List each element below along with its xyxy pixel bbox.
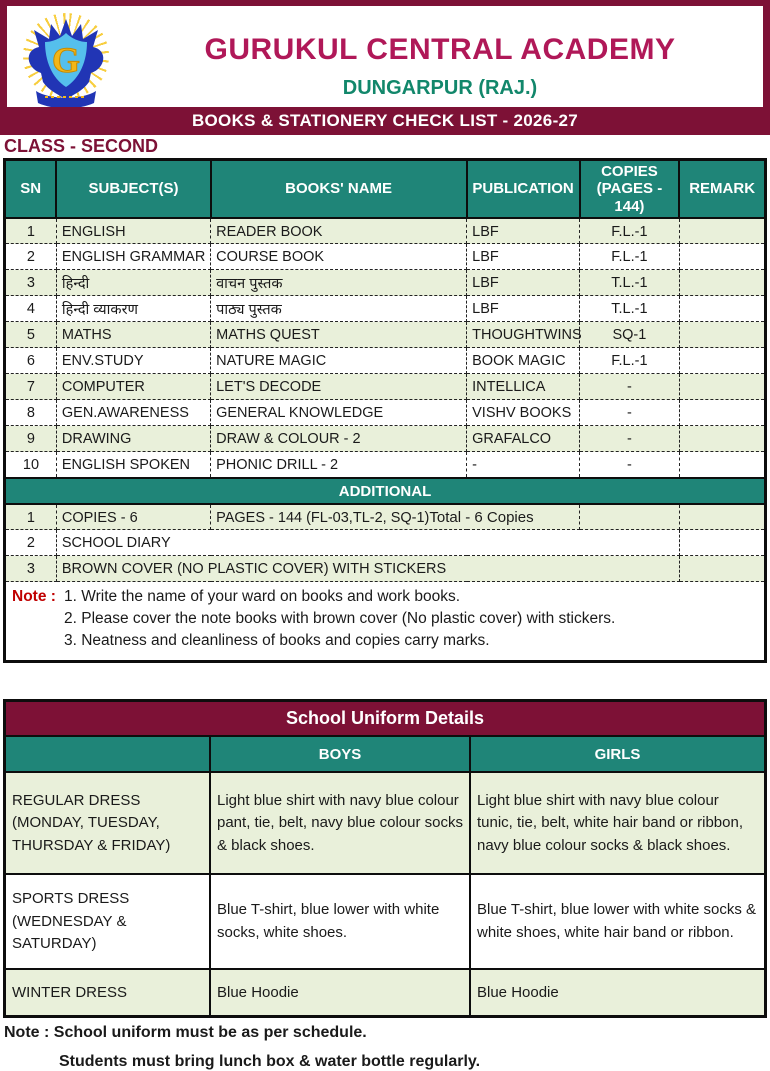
books-notes bbox=[6, 582, 764, 660]
cell-remark bbox=[679, 400, 764, 426]
uniform-title: School Uniform Details bbox=[6, 702, 764, 735]
pages-detail-text: PAGES - 144 (FL-03,TL-2, SQ-1) bbox=[216, 509, 430, 526]
books-table bbox=[6, 161, 764, 582]
note-line: Note : School uniform must be as per schedule. bbox=[4, 1024, 367, 1042]
cell-subject: COPIES - 6 bbox=[56, 504, 210, 530]
cell-sn: 1 bbox=[6, 504, 56, 530]
logo-letter: G bbox=[51, 40, 81, 80]
table-row bbox=[6, 296, 764, 322]
cell-subject: DRAWING bbox=[56, 426, 210, 452]
cell-remark bbox=[679, 530, 764, 556]
cell-sn: 4 bbox=[6, 296, 56, 322]
col-header-publication: PUBLICATION bbox=[467, 161, 580, 218]
table-row bbox=[6, 452, 764, 478]
cell-book: पाठ्य पुस्तक bbox=[211, 296, 467, 322]
cell-publication: - bbox=[467, 452, 580, 478]
cell-remark bbox=[679, 296, 764, 322]
cell-book: COURSE BOOK bbox=[211, 244, 467, 270]
cell-subject: MATHS bbox=[56, 322, 210, 348]
books-table-header-row bbox=[6, 161, 764, 218]
cell-remark bbox=[679, 374, 764, 400]
table-row bbox=[6, 348, 764, 374]
cell-remark bbox=[679, 556, 764, 582]
cell-girls: Blue T-shirt, blue lower with white socks & white shoes, white hair band or ribbon. bbox=[470, 874, 764, 969]
cell-book: GENERAL KNOWLEDGE bbox=[211, 400, 467, 426]
cell-copies: - bbox=[580, 374, 680, 400]
school-name: GURUKUL CENTRAL ACADEMY bbox=[204, 33, 676, 66]
table-row bbox=[6, 270, 764, 296]
cell-remark bbox=[679, 322, 764, 348]
cell-subject: COMPUTER bbox=[56, 374, 210, 400]
cell-publication: LBF bbox=[467, 218, 580, 244]
cell-remark bbox=[679, 218, 764, 244]
cell-sn: 7 bbox=[6, 374, 56, 400]
cell-subject: ENGLISH SPOKEN bbox=[56, 452, 210, 478]
cell-copies: F.L.-1 bbox=[580, 218, 680, 244]
col-header-copies-line2: (PAGES - 144) bbox=[596, 180, 663, 215]
cell-publication: INTELLICA bbox=[467, 374, 580, 400]
cell-subject: हिन्दी bbox=[56, 270, 210, 296]
uniform-section bbox=[3, 699, 767, 1018]
table-row bbox=[6, 426, 764, 452]
note-line: 1. Write the name of your ward on books and work books. bbox=[64, 588, 461, 606]
cell-publication: LBF bbox=[467, 244, 580, 270]
books-section bbox=[3, 158, 767, 663]
school-location: DUNGARPUR (RAJ.) bbox=[342, 77, 538, 99]
cell-boys: Blue T-shirt, blue lower with white socks, white shoes. bbox=[210, 874, 470, 969]
col-header-boys: BOYS bbox=[210, 736, 470, 772]
cell-copies: T.L.-1 bbox=[580, 296, 680, 322]
col-header-subject: SUBJECT(S) bbox=[56, 161, 210, 218]
cell-additional-text: BROWN COVER (NO PLASTIC COVER) WITH STICKERS bbox=[56, 556, 679, 582]
cell-additional-text: SCHOOL DIARY bbox=[56, 530, 679, 556]
cell-sn: 2 bbox=[6, 530, 56, 556]
additional-row bbox=[6, 556, 764, 582]
table-row bbox=[6, 218, 764, 244]
col-header-copies bbox=[580, 161, 680, 218]
cell-sn: 2 bbox=[6, 244, 56, 270]
school-logo bbox=[17, 9, 115, 109]
cell-book: NATURE MAGIC bbox=[211, 348, 467, 374]
note-label: Note : bbox=[12, 588, 56, 606]
table-row bbox=[6, 400, 764, 426]
cell-book: READER BOOK bbox=[211, 218, 467, 244]
header-titles bbox=[117, 14, 763, 100]
cell-remark bbox=[679, 426, 764, 452]
additional-row bbox=[6, 504, 764, 530]
cell-remark bbox=[679, 504, 764, 530]
cell-copies: - bbox=[580, 426, 680, 452]
cell-subject: ENV.STUDY bbox=[56, 348, 210, 374]
cell-dress-label: REGULAR DRESS (MONDAY, TUESDAY, THURSDAY & FRIDAY) bbox=[6, 772, 210, 874]
cell-publication: THOUGHTWINS bbox=[467, 322, 580, 348]
cell-boys: Blue Hoodie bbox=[210, 969, 470, 1015]
cell-book: LET'S DECODE bbox=[211, 374, 467, 400]
cell-remark bbox=[679, 452, 764, 478]
cell-subject: ENGLISH bbox=[56, 218, 210, 244]
cell-copies bbox=[580, 504, 680, 530]
col-header-copies-line1: COPIES bbox=[601, 163, 658, 180]
col-header-girls: GIRLS bbox=[470, 736, 764, 772]
cell-book: DRAW & COLOUR - 2 bbox=[211, 426, 467, 452]
cell-dress-label: WINTER DRESS bbox=[6, 969, 210, 1015]
uniform-notes bbox=[0, 1018, 770, 1071]
class-label: CLASS - SECOND bbox=[4, 136, 159, 156]
note-line: 2. Please cover the note books with brown cover (No plastic cover) with stickers. bbox=[64, 610, 616, 628]
cell-publication: GRAFALCO bbox=[467, 426, 580, 452]
cell-copies: SQ-1 bbox=[580, 322, 680, 348]
col-header-sn: SN bbox=[6, 161, 56, 218]
cell-book: MATHS QUEST bbox=[211, 322, 467, 348]
cell-publication: VISHV BOOKS bbox=[467, 400, 580, 426]
table-row bbox=[6, 374, 764, 400]
cell-sn: 3 bbox=[6, 270, 56, 296]
cell-copies: T.L.-1 bbox=[580, 270, 680, 296]
cell-publication: BOOK MAGIC bbox=[467, 348, 580, 374]
cell-sn: 5 bbox=[6, 322, 56, 348]
header-block bbox=[0, 0, 770, 135]
cell-sn: 10 bbox=[6, 452, 56, 478]
cell-book: PHONIC DRILL - 2 bbox=[211, 452, 467, 478]
uniform-row-sports bbox=[6, 874, 764, 969]
cell-remark bbox=[679, 348, 764, 374]
cell-girls: Blue Hoodie bbox=[470, 969, 764, 1015]
cell-copies: - bbox=[580, 452, 680, 478]
cell-publication: LBF bbox=[467, 270, 580, 296]
logo-crest-icon bbox=[17, 9, 115, 109]
cell-remark bbox=[679, 270, 764, 296]
note-line: Students must bring lunch box & water bottle regularly. bbox=[59, 1052, 481, 1070]
col-header-book-name: BOOKS' NAME bbox=[211, 161, 467, 218]
cell-sn: 8 bbox=[6, 400, 56, 426]
cell-remark bbox=[679, 244, 764, 270]
cell-pages-detail bbox=[211, 504, 580, 530]
uniform-row-regular bbox=[6, 772, 764, 874]
cell-sn: 1 bbox=[6, 218, 56, 244]
col-header-remark: REMARK bbox=[679, 161, 764, 218]
uniform-table bbox=[6, 735, 764, 1015]
cell-boys: Light blue shirt with navy blue colour pant, tie, belt, navy blue colour socks & black shoes. bbox=[210, 772, 470, 874]
cell-subject: ENGLISH GRAMMAR bbox=[56, 244, 210, 270]
uniform-header-row bbox=[6, 736, 764, 772]
cell-sn: 9 bbox=[6, 426, 56, 452]
cell-girls: Light blue shirt with navy blue colour tunic, tie, belt, white hair band or ribbon, navy blue colour socks & black shoes. bbox=[470, 772, 764, 874]
table-row bbox=[6, 322, 764, 348]
cell-dress-label: SPORTS DRESS (WEDNESDAY & SATURDAY) bbox=[6, 874, 210, 969]
checklist-banner: BOOKS & STATIONERY CHECK LIST - 2026-27 bbox=[0, 107, 770, 135]
cell-copies: - bbox=[580, 400, 680, 426]
total-copies-text: Total - 6 Copies bbox=[429, 509, 534, 526]
table-row bbox=[6, 244, 764, 270]
additional-banner: ADDITIONAL bbox=[6, 478, 764, 504]
cell-copies: F.L.-1 bbox=[580, 348, 680, 374]
col-header-empty bbox=[6, 736, 210, 772]
uniform-row-winter bbox=[6, 969, 764, 1015]
cell-sn: 6 bbox=[6, 348, 56, 374]
cell-subject: GEN.AWARENESS bbox=[56, 400, 210, 426]
cell-subject: हिन्दी व्याकरण bbox=[56, 296, 210, 322]
cell-sn: 3 bbox=[6, 556, 56, 582]
cell-publication: LBF bbox=[467, 296, 580, 322]
note-line: 3. Neatness and cleanliness of books and copies carry marks. bbox=[64, 632, 490, 650]
additional-row bbox=[6, 530, 764, 556]
cell-copies: F.L.-1 bbox=[580, 244, 680, 270]
cell-book: वाचन पुस्तक bbox=[211, 270, 467, 296]
